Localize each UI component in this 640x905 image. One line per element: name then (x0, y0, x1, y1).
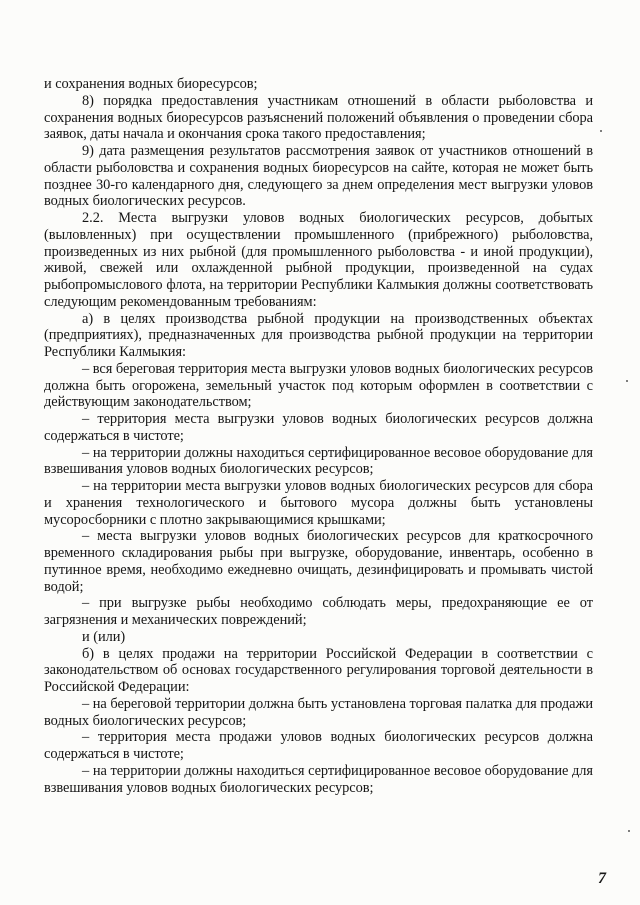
scan-artifact (628, 830, 630, 832)
paragraph-and-or: и (или) (82, 628, 126, 645)
list-item-protection-measures: – при выгрузке рыбы необходимо соблюдать меры, предохраняющие ее от загрязнения и механических повреждений; (44, 595, 593, 628)
list-item-weighing-equipment: – на территории должны находиться сертифицированное весовое оборудование для взвешивания уловов водных биологических ресурсов; (44, 444, 593, 478)
document-body (44, 76, 593, 796)
list-item-waste-bins: – на территории места выгрузки уловов водных биологических ресурсов для сбора и хранения технологического и бытового мусора должны быть установлены мусоросборники с плотно закрывающимися крышками; (44, 478, 593, 528)
list-item-daily-cleaning: – места выгрузки уловов водных биологических ресурсов для краткосрочного временного складирования рыбы при выгрузке, оборудование, инвентарь, особенно в путинное время, необходимо ежедневно очищать, дезинфицировать и промывать чистой водой; (44, 528, 593, 595)
paragraph-subitem-b: б) в целях продажи на территории Российской Федерации в соответствии с законодательством об основах государственного регулирования торговой деятельности в Российской Федерации: (44, 645, 593, 695)
paragraph-item-9: 9) дата размещения результатов рассмотрения заявок от участников отношений в области рыболовства и сохранения водных биоресурсов на сайте, которая не может быть позднее 30-го календарного дня, следующего за днем определения мест выгрузки уловов водных биологических ресурсов. (44, 143, 593, 210)
paragraph-subitem-a: а) в целях производства рыбной продукции на производственных объектах (предприятиях), предназначенных для производства рыбной продукции на территории Республики Калмыкия: (44, 310, 593, 360)
list-item-trade-tent: – на береговой территории должна быть установлена торговая палатка для продажи водных биологических ресурсов; (44, 695, 593, 729)
paragraph-section-2-2: 2.2. Места выгрузки уловов водных биологических ресурсов, добытых (выловленных) при осуществлении промышленного (прибрежного) рыболовства, произведенных из них рыбной (для промышленного рыболовства - и иной продукции), живой, свежей или охлажденной рыбной продукции, произведенной на судах рыбопромыслового флота, на территории Республики Калмыкия должны соответствовать следующим рекомендованным требованиям: (44, 210, 593, 310)
paragraph-item-8: 8) порядка предоставления участникам отношений в области рыболовства и сохранения водных биоресурсов разъяснений положений объявления о проведении сбора заявок, даты начала и окончания срока такого предоставления; (44, 92, 593, 143)
scan-artifact (626, 380, 628, 382)
list-item-sales-weighing-equipment: – на территории должны находиться сертифицированное весовое оборудование для взвешивания уловов водных биологических ресурсов; (44, 762, 593, 796)
list-item-fenced-territory: – вся береговая территория места выгрузки уловов водных биологических ресурсов должна быть огорожена, земельный участок под которым оформлен в соответствии с действующим законодательством; (44, 360, 593, 411)
paragraph-continuation: и сохранения водных биоресурсов; (44, 76, 258, 92)
page-number: 7 (598, 870, 606, 887)
list-item-clean-sales-territory: – территория места продажи уловов водных биологических ресурсов должна содержаться в чистоте; (44, 729, 593, 762)
list-item-clean-territory: – территория места выгрузки уловов водных биологических ресурсов должна содержаться в чистоте; (44, 411, 593, 444)
scan-artifact (600, 130, 602, 132)
